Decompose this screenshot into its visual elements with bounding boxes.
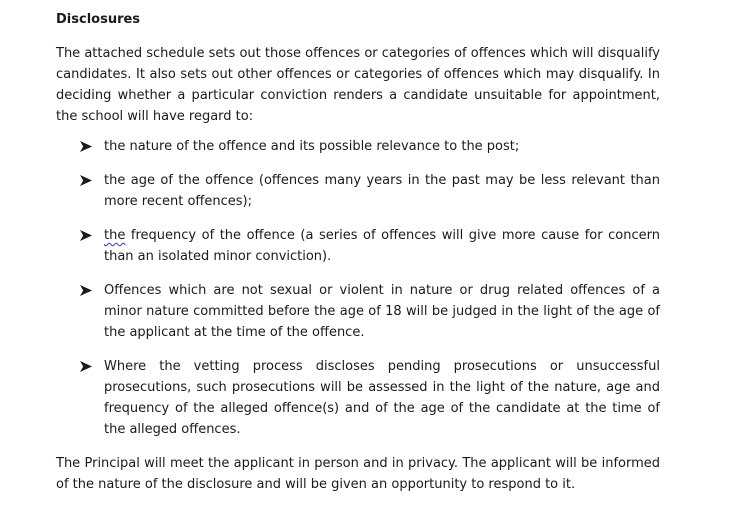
arrowhead-bullet-icon xyxy=(80,280,94,301)
closing-paragraph: The Principal will meet the applicant in person and in privacy. The applicant will be informed of the nature of the disclosure and will be given an opportunity to respond to it. xyxy=(56,456,660,492)
list-item xyxy=(56,356,660,440)
arrowhead-bullet-icon xyxy=(80,136,94,157)
list-item xyxy=(56,136,660,157)
section-heading: Disclosures xyxy=(56,12,141,27)
list-item xyxy=(56,280,660,343)
list-item-text: Where the vetting process discloses pending prosecutions or unsuccessful prosecutions, such prosecutions will be assessed in the light of the nature, age and frequency of the alleged offence(s) and of the age of the candidate at the time of the alleged offences. xyxy=(104,359,660,437)
list-item-text: frequency of the offence (a series of offences will give more cause for concern than an isolated minor conviction). xyxy=(104,228,660,264)
list-item-text: the age of the offence (offences many years in the past may be less relevant than more recent offences); xyxy=(104,173,660,209)
list-item xyxy=(56,225,660,267)
document-page xyxy=(56,9,660,495)
list-item-text: Offences which are not sexual or violent in nature or drug related offences of a minor nature committed before the age of 18 will be judged in the light of the age of the applicant at the time of the offence. xyxy=(104,283,660,340)
arrowhead-bullet-icon xyxy=(80,170,94,191)
intro-paragraph: The attached schedule sets out those offences or categories of offences which will disqualify candidates. It also sets out other offences or categories of offences which may disqualify. In deciding whether a particular conviction renders a candidate unsuitable for appointment, the school will have regard to: xyxy=(56,46,660,124)
list-item xyxy=(56,170,660,212)
bullet-list xyxy=(56,136,660,440)
arrowhead-bullet-icon xyxy=(80,356,94,377)
spellcheck-flagged-word[interactable]: the xyxy=(104,228,126,243)
arrowhead-bullet-icon xyxy=(80,225,94,246)
list-item-text: the nature of the offence and its possible relevance to the post; xyxy=(104,139,520,154)
